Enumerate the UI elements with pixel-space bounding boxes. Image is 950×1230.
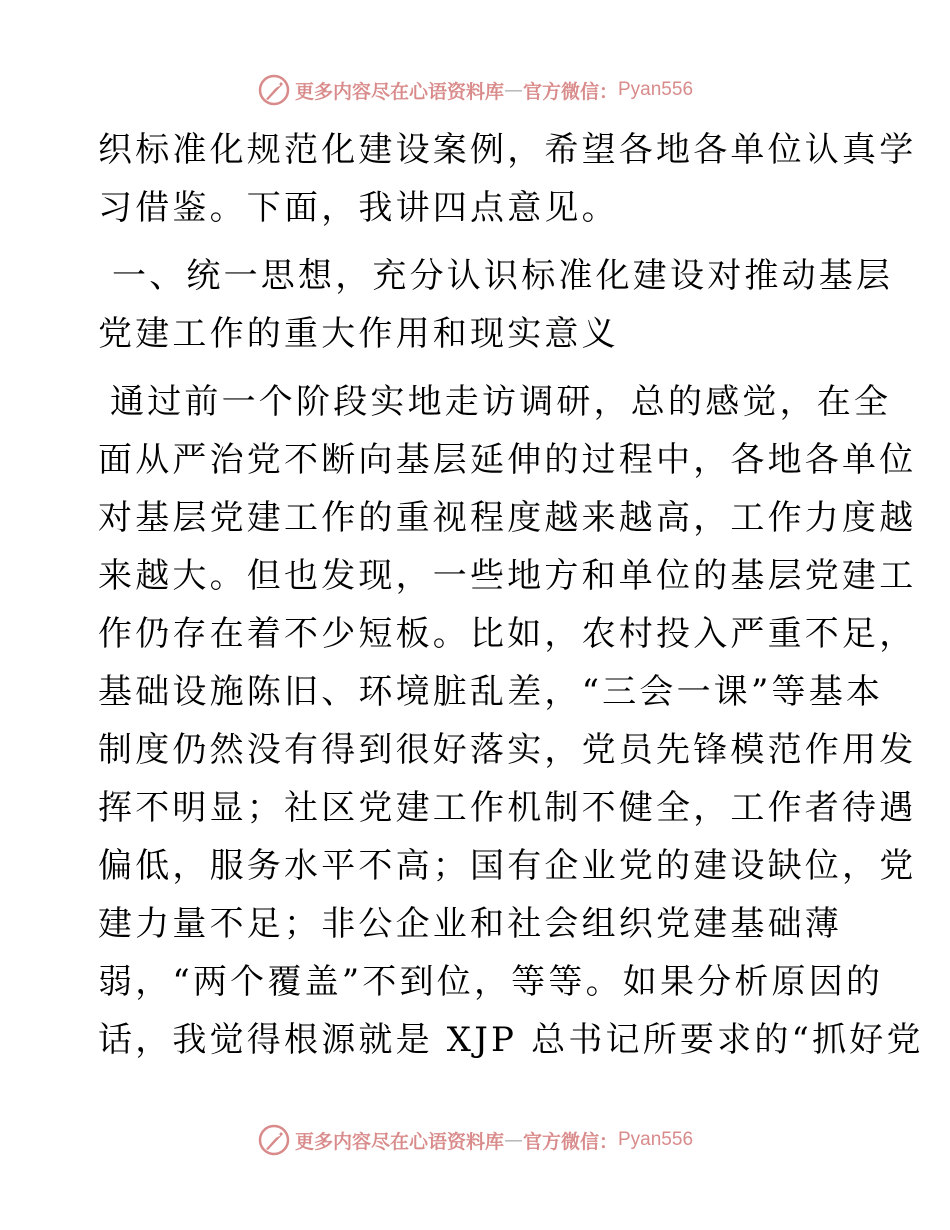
section-heading: [98, 247, 894, 363]
watermark-wechat-id: Pyan556: [618, 79, 694, 100]
text-line: 通过前一个阶段实地走访调研，总的感觉，在全: [110, 382, 892, 422]
text-line: 基础设施陈旧、环境脏乱差，“三会一课”等基本: [98, 672, 884, 712]
text-line: 话，我觉得根源就是 XJP 总书记所要求的“抓好党: [98, 1020, 924, 1060]
watermark-dash: —: [503, 1129, 523, 1151]
heading-line: 党建工作的重大作用和现实意义: [98, 314, 619, 354]
text-line: 作仍存在着不少短板。比如，农村投入严重不足，: [98, 614, 917, 654]
text-line: 建力量不足；非公企业和社会组织党建基础薄: [98, 904, 842, 944]
watermark-dash: —: [503, 79, 523, 101]
document-body: [98, 121, 924, 1069]
text-line: 制度仍然没有得到很好落实，党员先锋模范作用发: [98, 730, 917, 770]
watermark-wechat-id: Pyan556: [618, 1129, 694, 1150]
text-line: 面从严治党不断向基层延伸的过程中，各地各单位: [98, 440, 917, 480]
watermark-wechat-label: 官方微信：: [522, 1130, 618, 1153]
paragraph: [98, 121, 917, 237]
quill-logo-icon: [257, 1123, 291, 1157]
footer-watermark: [0, 1122, 950, 1158]
text-line: 习借鉴。下面，我讲四点意见。: [98, 188, 619, 228]
watermark-site-text: 更多内容尽在心语资料库: [294, 1130, 504, 1153]
text-line: 偏低，服务水平不高；国有企业党的建设缺位，党: [98, 846, 917, 886]
text-line: 来越大。但也发现，一些地方和单位的基层党建工: [98, 556, 917, 596]
text-line: 织标准化规范化建设案例，希望各地各单位认真学: [98, 130, 917, 170]
text-line: 弱，“两个覆盖”不到位，等等。如果分析原因的: [98, 962, 884, 1002]
quill-logo-icon: [257, 73, 291, 107]
text-line: 挥不明显；社区党建工作机制不健全，工作者待遇: [98, 788, 917, 828]
heading-line: 一、统一思想，充分认识标准化建设对推动基层: [112, 256, 894, 296]
watermark-wechat-label: 官方微信：: [522, 80, 618, 103]
watermark-site-text: 更多内容尽在心语资料库: [294, 80, 504, 103]
paragraph: [98, 373, 924, 1069]
text-line: 对基层党建工作的重视程度越来越高，工作力度越: [98, 498, 917, 538]
header-watermark: [0, 72, 950, 108]
